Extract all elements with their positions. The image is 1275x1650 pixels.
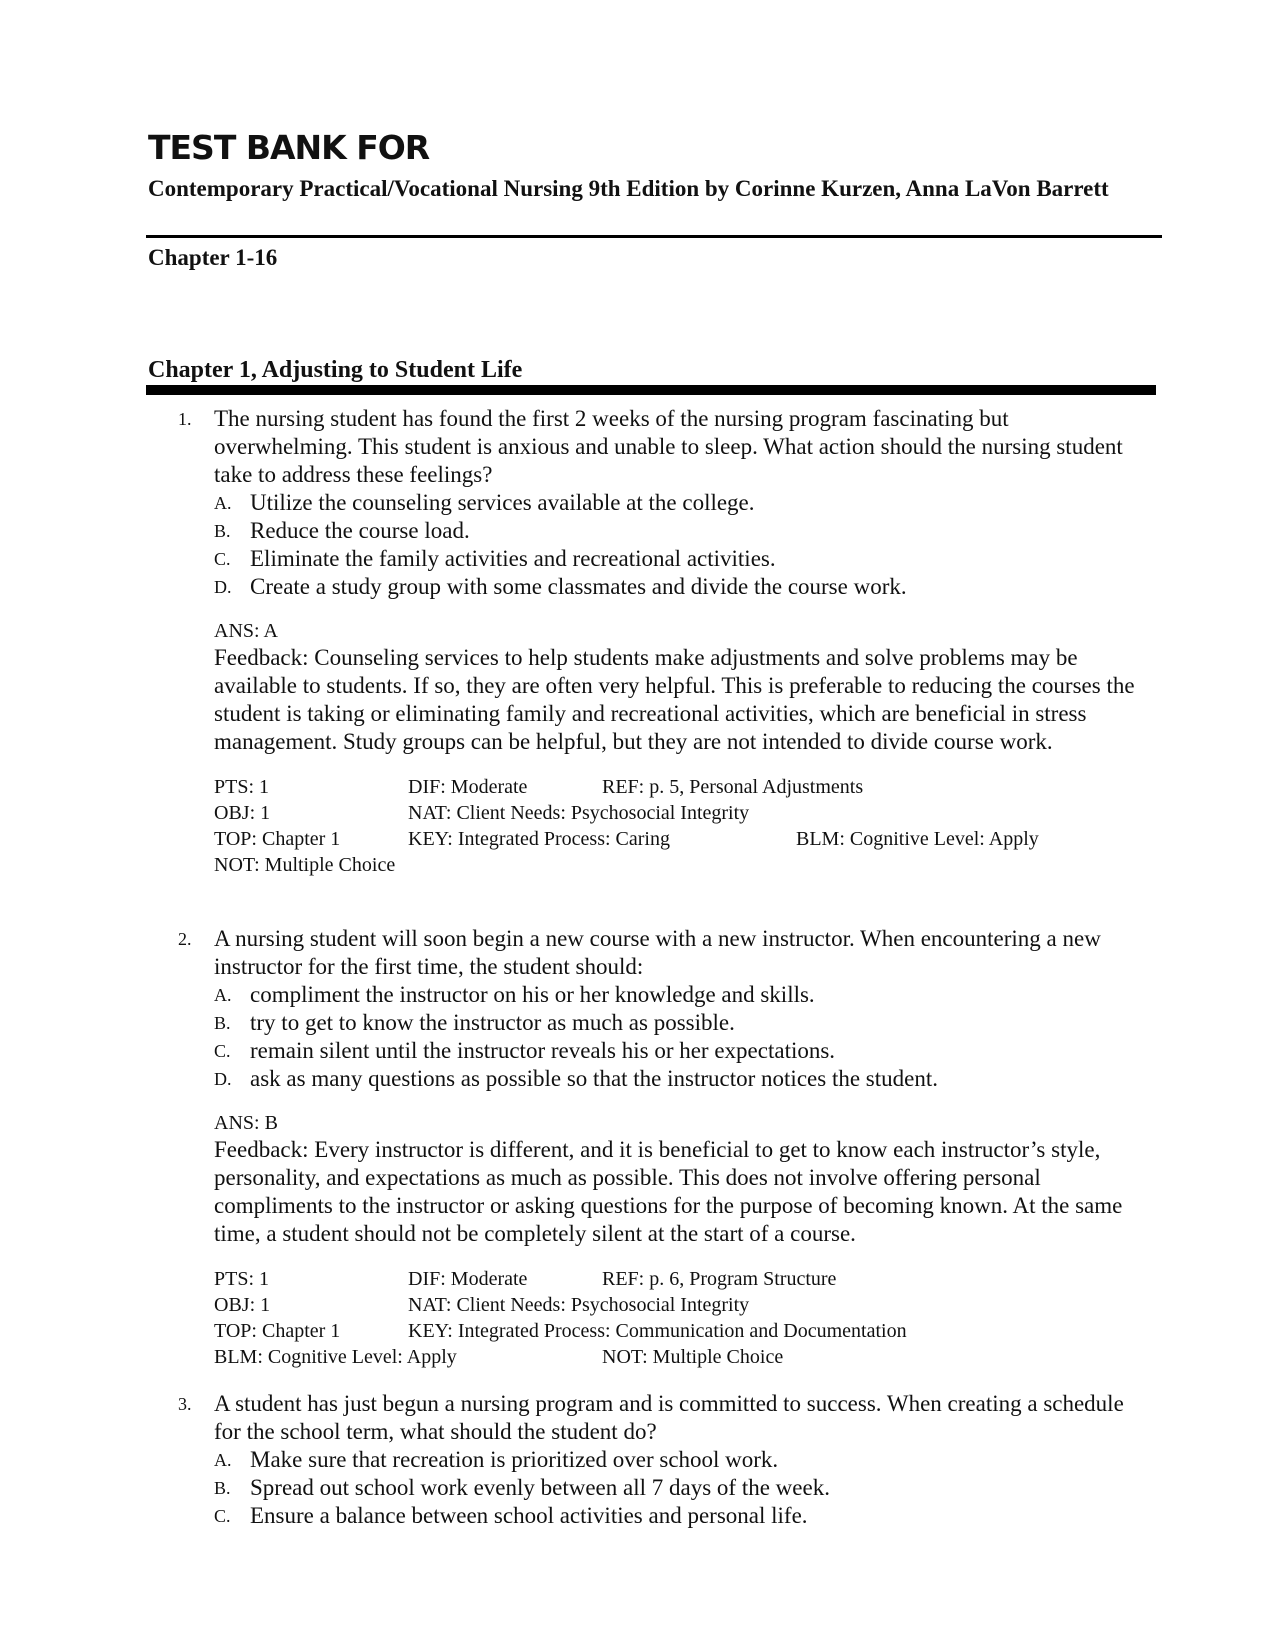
option-letter: A. (214, 493, 232, 513)
answer-line: ANS: B (214, 1112, 278, 1134)
meta-dif: DIF: Moderate (408, 1268, 528, 1290)
meta-blm: BLM: Cognitive Level: Apply (796, 828, 1039, 850)
meta-top: TOP: Chapter 1 (214, 1320, 341, 1342)
option-b (214, 1474, 1152, 1502)
meta-pts: PTS: 1 (214, 1268, 270, 1290)
option-text: remain silent until the instructor reveals his or her expectations. (250, 1038, 836, 1063)
meta-not: NOT: Multiple Choice (602, 1346, 784, 1368)
meta-pts: PTS: 1 (214, 776, 270, 798)
meta-dif: DIF: Moderate (408, 776, 528, 798)
option-letter: A. (214, 1450, 232, 1470)
option-b (214, 517, 1152, 545)
option-letter: A. (214, 985, 232, 1005)
header-divider (146, 235, 1162, 238)
meta-obj: OBJ: 1 (214, 1294, 271, 1316)
option-text: Make sure that recreation is prioritized over school work. (250, 1447, 779, 1472)
meta-key: KEY: Integrated Process: Communication and Documentation (408, 1320, 907, 1342)
question-stem: The nursing student has found the first 2 weeks of the nursing program fascinating but overwhelming. This student is anxious and unable to sleep. What action should the nursing student take to address these feelings? (214, 406, 1123, 487)
option-text: Create a study group with some classmates and divide the course work. (250, 574, 907, 599)
option-d (214, 1065, 1152, 1093)
chapter-divider (146, 385, 1156, 395)
option-text: Ensure a balance between school activities and personal life. (250, 1503, 808, 1528)
meta-ref: REF: p. 6, Program Structure (602, 1268, 837, 1290)
question-stem: A student has just begun a nursing program and is committed to success. When creating a schedule for the school term, what should the student do? (214, 1391, 1124, 1444)
chapter-range: Chapter 1-16 (148, 245, 278, 270)
option-c (214, 1502, 1152, 1530)
option-text: try to get to know the instructor as much as possible. (250, 1010, 735, 1035)
question-3 (172, 1390, 1152, 1530)
question-2 (172, 925, 1152, 1370)
option-text: Utilize the counseling services available at the college. (250, 490, 755, 515)
chapter-heading: Chapter 1, Adjusting to Student Life (148, 357, 523, 383)
option-letter: B. (214, 521, 231, 541)
option-a (214, 981, 1152, 1009)
option-letter: C. (214, 1506, 231, 1526)
question-stem: A nursing student will soon begin a new course with a new instructor. When encountering a new instructor for the first time, the student should: (214, 926, 1101, 979)
meta-nat: NAT: Client Needs: Psychosocial Integrity (408, 1294, 750, 1316)
book-subtitle: Contemporary Practical/Vocational Nursing 9th Edition by Corinne Kurzen, Anna LaVon Barrett (148, 176, 1109, 201)
question-1 (172, 405, 1152, 878)
option-text: Eliminate the family activities and recreational activities. (250, 546, 776, 571)
document-title: TEST BANK FOR (148, 128, 430, 167)
meta-not: NOT: Multiple Choice (214, 854, 396, 876)
question-number: 2. (178, 929, 192, 949)
meta-top: TOP: Chapter 1 (214, 828, 341, 850)
feedback-text: Feedback: Counseling services to help students make adjustments and solve problems may be available to students. If so, they are often very helpful. This is preferable to reducing the courses the student is taking or eliminating family and recreational activities, which are beneficial in stress management. Study groups can be helpful, but they are not intended to divide course work. (214, 645, 1135, 754)
feedback-text: Feedback: Every instructor is different, and it is beneficial to get to know each instructor’s style, personality, and expectations as much as possible. This does not involve offering personal compliments to the instructor or asking questions for the purpose of becoming known. At the same time, a student should not be completely silent at the start of a course. (214, 1137, 1123, 1246)
option-letter: C. (214, 1041, 231, 1061)
option-c (214, 545, 1152, 573)
meta-nat: NAT: Client Needs: Psychosocial Integrity (408, 802, 750, 824)
option-letter: B. (214, 1478, 231, 1498)
option-a (214, 1446, 1152, 1474)
meta-key: KEY: Integrated Process: Caring (408, 828, 670, 850)
option-letter: C. (214, 549, 231, 569)
meta-blm: BLM: Cognitive Level: Apply (214, 1346, 457, 1368)
option-letter: B. (214, 1013, 231, 1033)
option-text: compliment the instructor on his or her knowledge and skills. (250, 982, 815, 1007)
option-text: ask as many questions as possible so that the instructor notices the student. (250, 1066, 938, 1091)
meta-obj: OBJ: 1 (214, 802, 271, 824)
option-b (214, 1009, 1152, 1037)
answer-line: ANS: A (214, 620, 278, 642)
question-number: 3. (178, 1394, 192, 1414)
option-d (214, 573, 1152, 601)
option-text: Spread out school work evenly between all 7 days of the week. (250, 1475, 830, 1500)
question-metadata (214, 1266, 1152, 1370)
option-c (214, 1037, 1152, 1065)
question-metadata (214, 774, 1152, 878)
option-letter: D. (214, 577, 232, 597)
meta-ref: REF: p. 5, Personal Adjustments (602, 776, 864, 798)
option-a (214, 489, 1152, 517)
question-number: 1. (178, 409, 192, 429)
option-letter: D. (214, 1069, 232, 1089)
option-text: Reduce the course load. (250, 518, 470, 543)
